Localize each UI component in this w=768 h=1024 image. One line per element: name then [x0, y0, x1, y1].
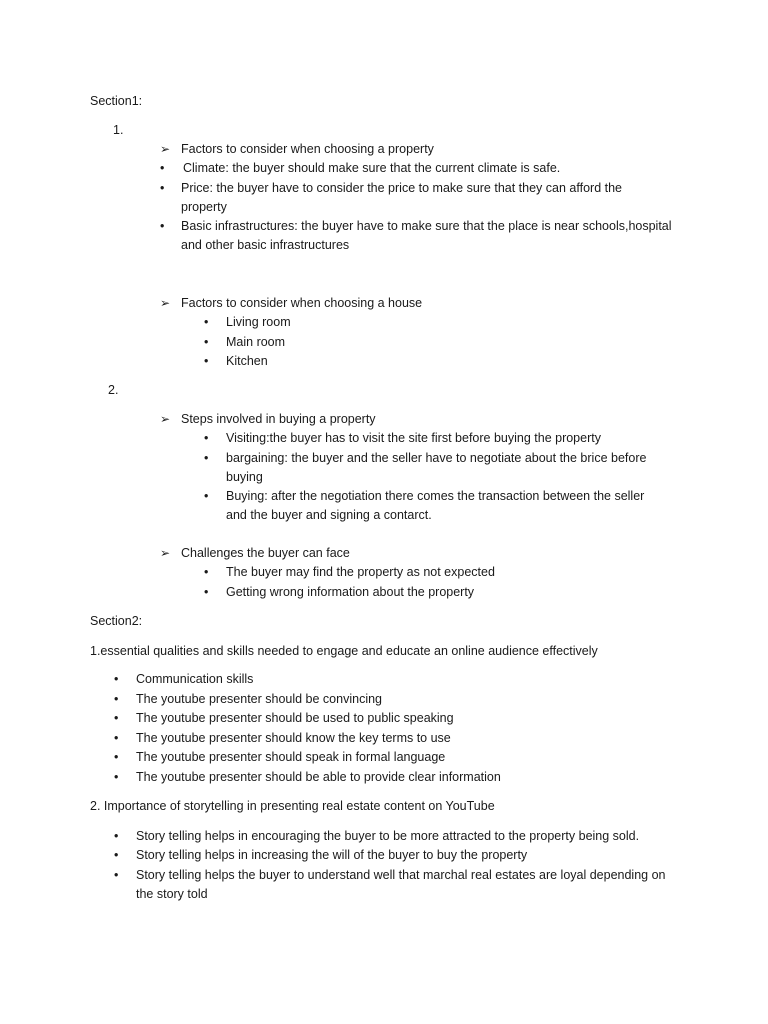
- arrow-bullet-icon: ➢: [160, 546, 171, 560]
- group-title: Challenges the buyer can face: [181, 546, 350, 560]
- section2-heading: Section2:: [90, 614, 143, 628]
- list-item: Main room: [226, 335, 286, 349]
- bullet-icon: •: [160, 161, 165, 175]
- bullet-icon: •: [114, 711, 119, 725]
- list-item: The youtube presenter should be used to public speaking: [136, 711, 454, 725]
- list-item-continued: and the buyer and signing a contarct.: [226, 508, 432, 522]
- group-title: Factors to consider when choosing a house: [181, 296, 423, 310]
- list-item: Story telling helps in increasing the will of the buyer to buy the property: [136, 848, 528, 862]
- bullet-icon: •: [114, 848, 119, 862]
- bullet-icon: •: [114, 672, 119, 686]
- list-item: Kitchen: [226, 354, 268, 368]
- list-item: Living room: [226, 315, 291, 329]
- question-number: 1.: [113, 123, 124, 137]
- list-item: Getting wrong information about the property: [226, 585, 475, 599]
- bullet-icon: •: [114, 750, 119, 764]
- list-item: Climate: the buyer should make sure that the current climate is safe.: [183, 161, 561, 175]
- bullet-icon: •: [114, 692, 119, 706]
- arrow-bullet-icon: ➢: [160, 296, 171, 310]
- list-item: Communication skills: [136, 672, 254, 686]
- bullet-icon: •: [114, 731, 119, 745]
- bullet-icon: •: [204, 354, 209, 368]
- list-item: The youtube presenter should speak in formal language: [136, 750, 446, 764]
- list-item: Basic infrastructures: the buyer have to make sure that the place is near schools,hospital: [181, 219, 672, 233]
- bullet-icon: •: [204, 489, 209, 503]
- bullet-icon: •: [114, 770, 119, 784]
- list-item-continued: property: [181, 200, 227, 214]
- bullet-icon: •: [204, 451, 209, 465]
- group-title: Factors to consider when choosing a property: [181, 142, 434, 156]
- list-item: Story telling helps in encouraging the buyer to be more attracted to the property being sold.: [136, 829, 640, 843]
- question-title: 1.essential qualities and skills needed to engage and educate an online audience effectively: [90, 644, 598, 658]
- bullet-icon: •: [114, 868, 119, 882]
- bullet-icon: •: [204, 315, 209, 329]
- bullet-icon: •: [204, 565, 209, 579]
- list-item: The youtube presenter should be able to provide clear information: [136, 770, 501, 784]
- list-item-continued: the story told: [136, 887, 208, 901]
- list-item: The youtube presenter should be convincing: [136, 692, 382, 706]
- bullet-icon: •: [204, 585, 209, 599]
- list-item-continued: buying: [226, 470, 263, 484]
- list-item: Story telling helps the buyer to understand well that marchal real estates are loyal depending on: [136, 868, 666, 882]
- list-item: The youtube presenter should know the key terms to use: [136, 731, 451, 745]
- list-item-continued: and other basic infrastructures: [181, 238, 350, 252]
- question-number: 2.: [108, 383, 119, 397]
- section1-heading: Section1:: [90, 94, 143, 108]
- list-item: bargaining: the buyer and the seller have to negotiate about the brice before: [226, 451, 647, 465]
- list-item: The buyer may find the property as not expected: [226, 565, 495, 579]
- bullet-icon: •: [160, 181, 165, 195]
- bullet-icon: •: [114, 829, 119, 843]
- question-title: 2. Importance of storytelling in presenting real estate content on YouTube: [90, 799, 495, 813]
- bullet-icon: •: [204, 431, 209, 445]
- list-item: Price: the buyer have to consider the price to make sure that they can afford the: [181, 181, 622, 195]
- list-item: Buying: after the negotiation there comes the transaction between the seller: [226, 489, 645, 503]
- list-item: Visiting:the buyer has to visit the site first before buying the property: [226, 431, 601, 445]
- bullet-icon: •: [160, 219, 165, 233]
- group-title: Steps involved in buying a property: [181, 412, 376, 426]
- arrow-bullet-icon: ➢: [160, 412, 171, 426]
- arrow-bullet-icon: ➢: [160, 142, 171, 156]
- bullet-icon: •: [204, 335, 209, 349]
